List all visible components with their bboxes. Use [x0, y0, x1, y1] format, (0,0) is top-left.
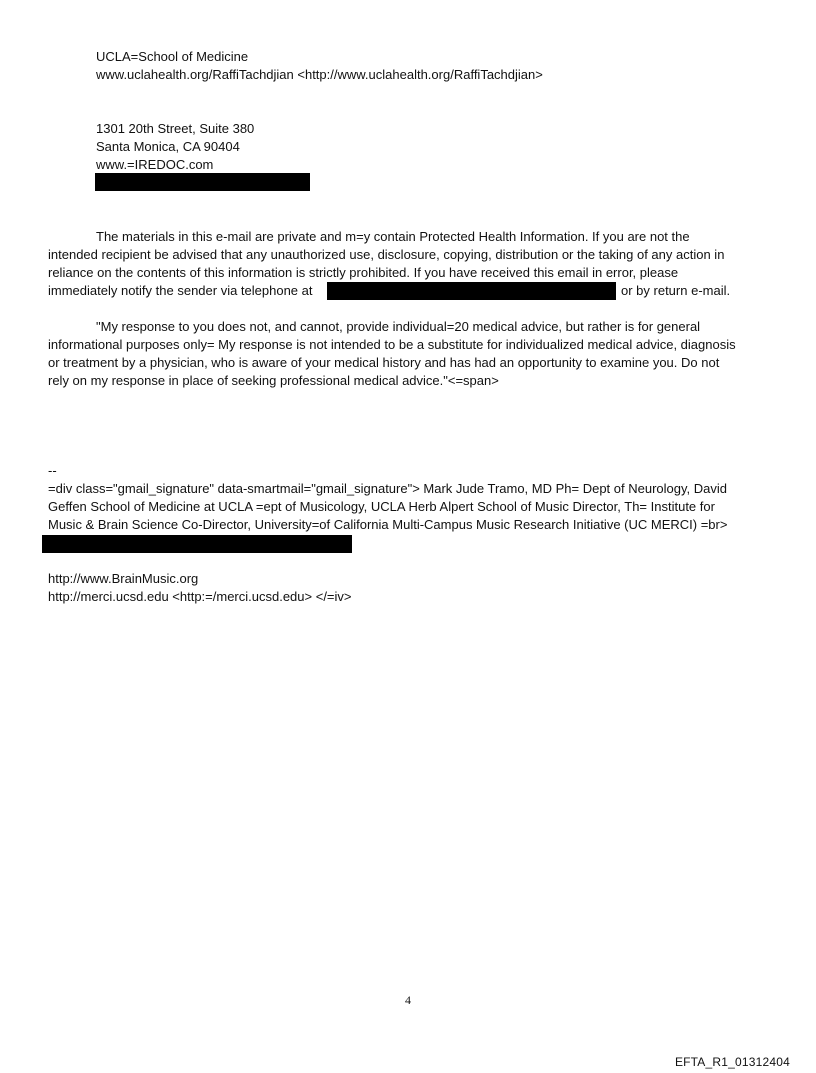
brainmusic-link: http://www.BrainMusic.org	[48, 571, 199, 586]
redaction-bar	[327, 282, 616, 300]
affiliation-text: UCLA=School of Medicine	[96, 49, 249, 64]
signature-separator: --	[48, 463, 57, 478]
redaction-bar	[95, 173, 310, 191]
confidentiality-line-2: intended recipient be advised that any unauthorized use, disclosure, copying, distribution or the taking of any action in	[48, 247, 725, 262]
website-text: www.=IREDOC.com	[96, 157, 214, 172]
confidentiality-line-1: The materials in this e-mail are private and m=y contain Protected Health Information. If you are not the	[96, 229, 690, 244]
gmail-signature-line-2: Geffen School of Medicine at UCLA =ept of Musicology, UCLA Herb Alpert School of Music Director, Th= Institute for	[48, 499, 715, 514]
disclaimer-line-3: or treatment by a physician, who is aware of your medical history and has had an opportunity to examine you. Do not	[48, 355, 720, 370]
merci-link: http://merci.ucsd.edu <http:=/merci.ucsd.edu> </=iv>	[48, 589, 352, 604]
disclaimer-line-4: rely on my response in place of seeking professional medical advice."<=span>	[48, 373, 499, 388]
page-number: 4	[405, 993, 411, 1007]
disclaimer-line-1: "My response to you does not, and cannot, provide individual=20 medical advice, but rather is for general	[96, 319, 701, 334]
address-line-1: 1301 20th Street, Suite 380	[96, 121, 255, 136]
confidentiality-line-4-start: immediately notify the sender via telephone at	[48, 283, 313, 298]
redaction-bar	[42, 535, 352, 553]
gmail-signature-line-3: Music & Brain Science Co-Director, University=of California Multi-Campus Music Research Initiative (UC MERCI) =br>	[48, 517, 728, 532]
disclaimer-line-2: informational purposes only= My response is not intended to be a substitute for individualized medical advice, diagnosis	[48, 337, 736, 352]
document-id: EFTA_R1_01312404	[674, 1055, 790, 1069]
confidentiality-line-4-end: or by return e-mail.	[621, 283, 731, 298]
profile-link-text: www.uclahealth.org/RaffiTachdjian <http://www.uclahealth.org/RaffiTachdjian>	[96, 67, 543, 82]
gmail-signature-line-1: =div class="gmail_signature" data-smartmail="gmail_signature"> Mark Jude Tramo, MD Ph= Dept of Neurology, David	[48, 481, 727, 496]
confidentiality-line-3: reliance on the contents of this information is strictly prohibited. If you have received this email in error, please	[48, 265, 679, 280]
address-line-2: Santa Monica, CA 90404	[96, 139, 240, 154]
